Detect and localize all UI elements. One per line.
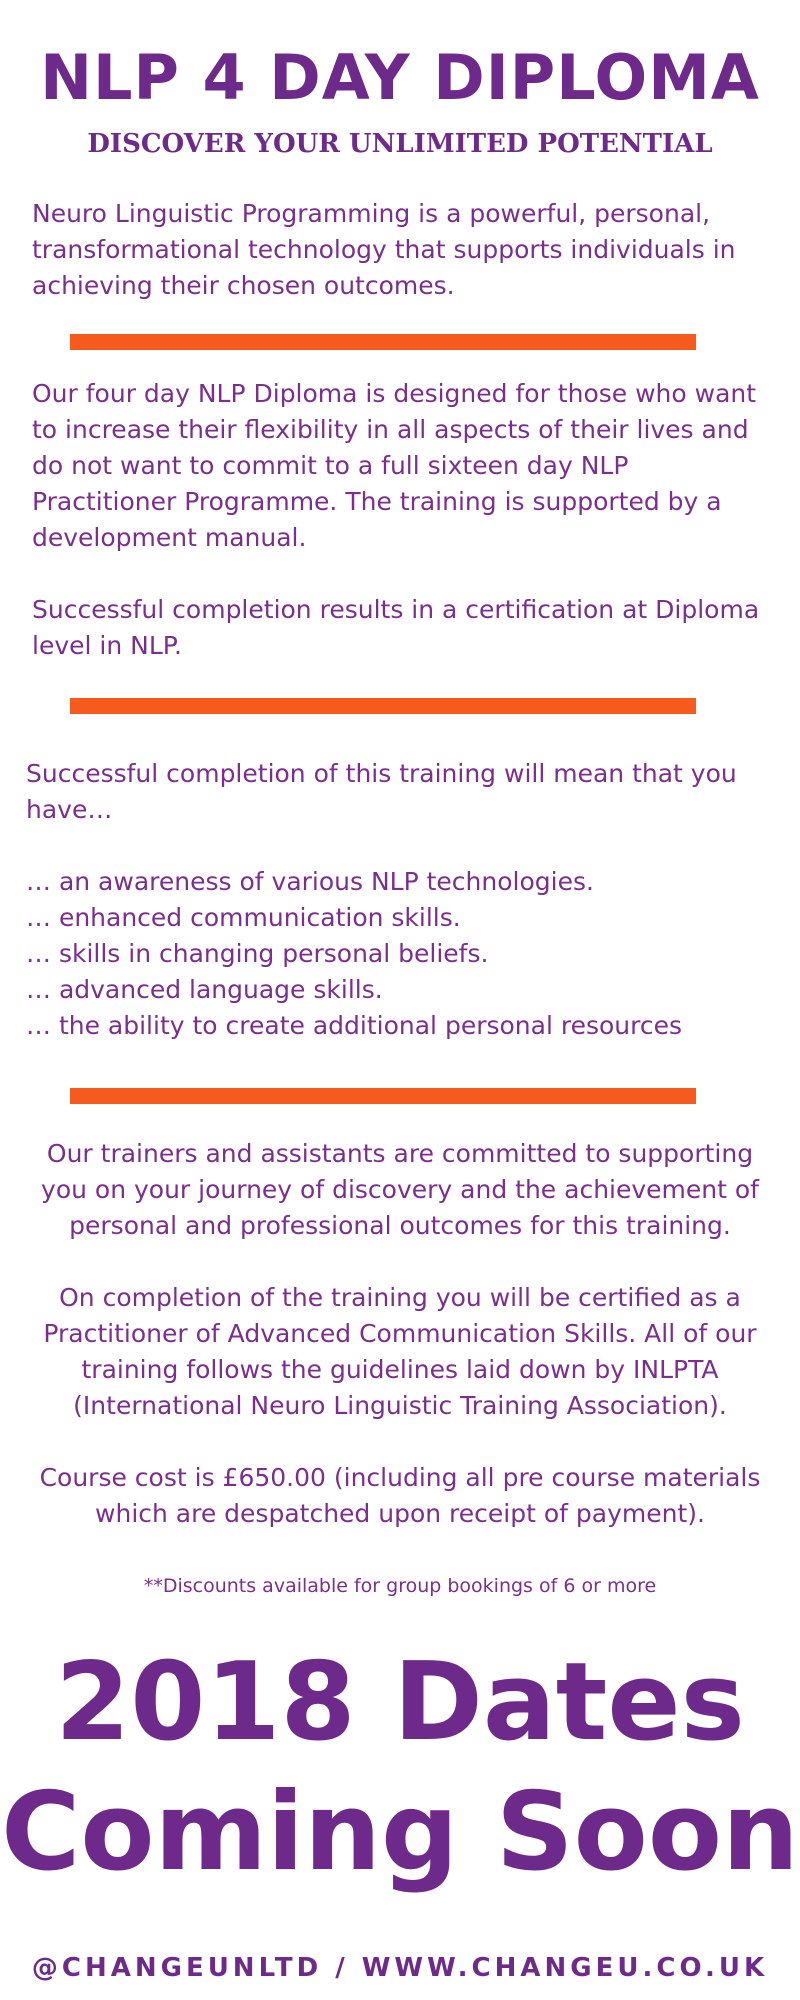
certification-paragraph: On completion of the training you will be certified as a Practitioner of Advanced Communication Skills. All of our training follows the guidelines laid down by INLPTA (International Neuro Linguistic Training Association). xyxy=(43,1283,757,1420)
diploma-description: Our four day NLP Diploma is designed for those who want to increase their flexibility in all aspects of their lives and do not want to commit to a full sixteen day NLP Practitioner Programme. The training is supported by a development manual. xyxy=(32,379,757,552)
list-item: … enhanced communication skills. xyxy=(26,903,461,932)
page-title: NLP 4 DAY DIPLOMA xyxy=(40,41,760,114)
page-subtitle: DISCOVER YOUR UNLIMITED POTENTIAL xyxy=(87,129,713,159)
footer-contact: @CHANGEUNLTD / WWW.CHANGEU.CO.UK xyxy=(31,1953,769,1983)
outcomes-lead: Successful completion of this training will mean that you have… xyxy=(26,759,737,824)
course-cost: Course cost is £650.00 (including all pre course materials which are despatched upon receipt of payment). xyxy=(39,1463,761,1528)
list-item: … the ability to create additional personal resources xyxy=(26,1011,683,1040)
outcomes-list xyxy=(26,864,682,1044)
trainers-paragraph: Our trainers and assistants are committed to supporting you on your journey of discovery and the achievement of personal and professional outcomes for this training. xyxy=(41,1139,759,1240)
section-divider xyxy=(70,698,696,714)
section-divider xyxy=(70,334,696,350)
list-item: … an awareness of various NLP technologies. xyxy=(26,867,594,896)
dates-heading-line-2: Coming Soon xyxy=(1,1770,799,1895)
section-divider xyxy=(70,1088,696,1104)
list-item: … advanced language skills. xyxy=(26,975,383,1004)
intro-paragraph: Neuro Linguistic Programming is a powerful, personal, transformational technology that supports individuals in achieving their chosen outcomes. xyxy=(32,199,736,300)
list-item: … skills in changing personal beliefs. xyxy=(26,939,489,968)
discount-note: **Discounts available for group bookings of 6 or more xyxy=(143,1575,657,1597)
certification-note: Successful completion results in a certification at Diploma level in NLP. xyxy=(32,595,760,660)
dates-heading-line-1: 2018 Dates xyxy=(55,1640,745,1765)
